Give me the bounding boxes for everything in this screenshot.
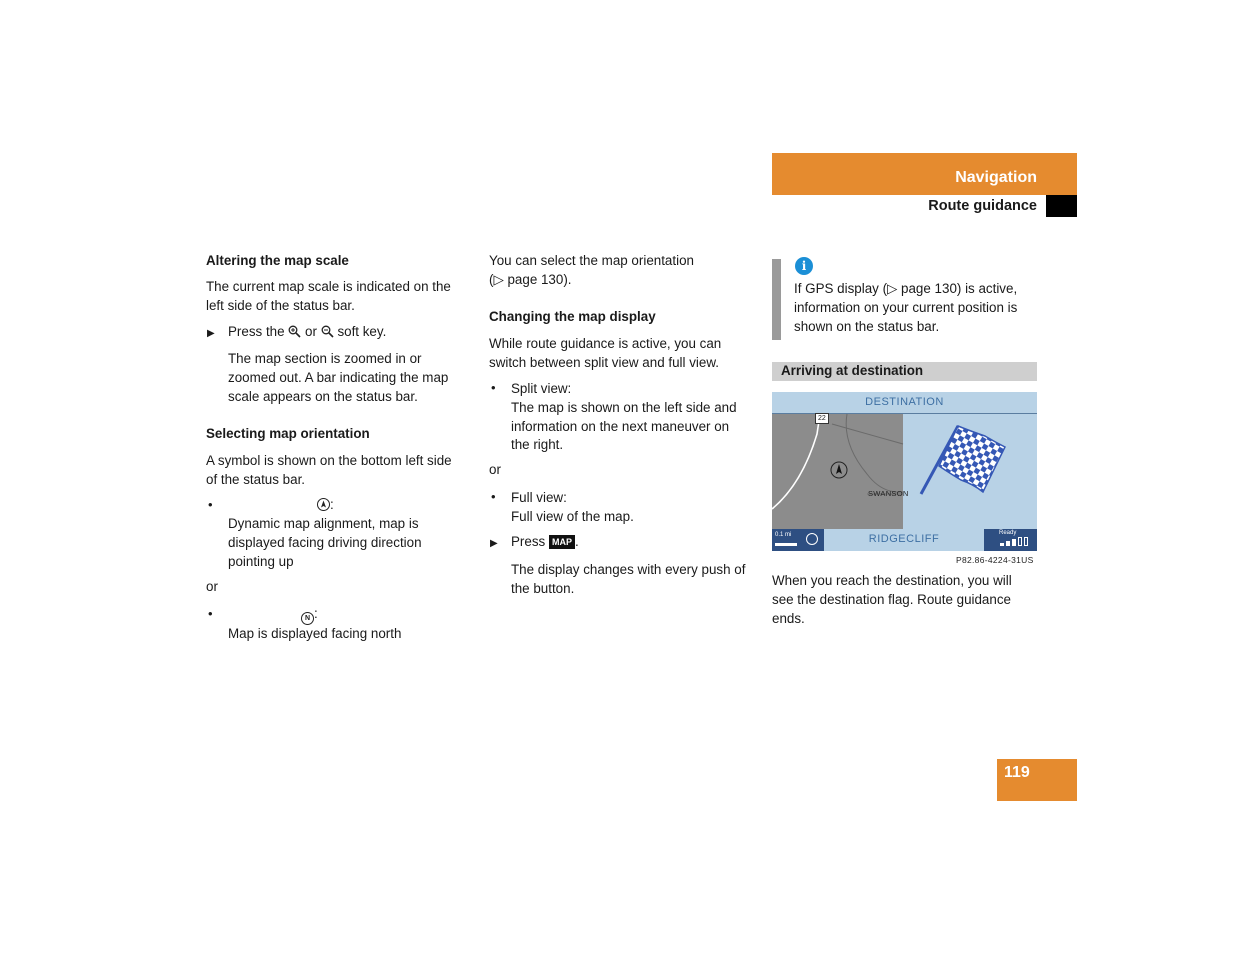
bullet-north-up: Map is displayed facing north: [228, 626, 402, 641]
flag-area: [903, 414, 1037, 529]
section-header-bar: [772, 153, 1077, 195]
gps-signal-icon: [1000, 543, 1004, 546]
step-arrow: ▶: [490, 538, 498, 549]
bullet-full-view: Full view: Full view of the map.: [511, 490, 634, 524]
section-title: Navigation: [955, 169, 1037, 186]
subsection-title: Route guidance: [928, 198, 1037, 214]
header-marker: [1046, 195, 1077, 217]
page-number-box: [997, 759, 1077, 801]
info-side-bar: [772, 259, 781, 340]
or-text: or: [489, 462, 501, 477]
bullet-dynamic-alignment: Dynamic map alignment, map is displayed facing driving direction pointing up: [228, 516, 422, 569]
or-text: or: [206, 579, 218, 594]
checkered-flag-icon: [903, 414, 1037, 529]
bullet-dot: •: [208, 606, 213, 621]
figure-caption: P82.86-4224-31US: [956, 555, 1034, 565]
status-city-box: RIDGECLIFF: [824, 529, 984, 551]
step-arrow: ▶: [207, 328, 215, 339]
orientation-compass-icon: [806, 533, 818, 545]
north-up-compass-icon: N: [301, 612, 314, 625]
heading-map-scale: Altering the map scale: [206, 253, 349, 268]
paragraph-display-changes: The display changes with every push of the button.: [511, 562, 746, 596]
map-area: [772, 414, 909, 529]
step-press-map: Press MAP .: [511, 534, 579, 549]
bullet-dot: •: [491, 380, 496, 395]
info-note-text: If GPS display (▷ page 130) is active, information on your current position is shown on the status bar.: [794, 281, 1018, 334]
road-number: 22: [815, 413, 829, 424]
heading-up-symbol: :: [317, 497, 334, 512]
bullet-split-view: Split view: The map is shown on the left side and information on the next maneuver on the right.: [511, 381, 737, 453]
scale-bar: [775, 543, 797, 546]
paragraph-orientation: A symbol is shown on the bottom left side of the status bar.: [206, 453, 452, 487]
screen-title-bar: [772, 392, 1037, 414]
street-label: SWANSON: [868, 489, 909, 498]
bullet-dot: •: [491, 489, 496, 504]
destination-screen: [772, 392, 1037, 551]
paragraph-select-orientation: You can select the map orientation (▷ page 130).: [489, 253, 694, 287]
screen-title: DESTINATION: [865, 396, 944, 408]
bullet-dot: •: [208, 497, 213, 512]
section-bar-arriving: Arriving at destination: [772, 362, 1037, 381]
paragraph-zoom: The map section is zoomed in or zoomed out. A bar indicating the map scale appears on the status bar.: [228, 351, 449, 404]
info-icon: i: [795, 257, 813, 275]
heading-change-display: Changing the map display: [489, 309, 656, 324]
zoom-out-icon: [321, 325, 334, 338]
status-scale-box: 0.1 mi: [772, 529, 824, 551]
map-key-icon: MAP: [549, 535, 575, 549]
paragraph-change-display: While route guidance is active, you can switch between split view and full view.: [489, 336, 722, 370]
status-gps-box: Ready: [984, 529, 1037, 551]
paragraph-map-scale: The current map scale is indicated on the left side of the status bar.: [206, 279, 451, 313]
zoom-in-icon: [288, 325, 301, 338]
step-press-softkey: Press the or soft key.: [228, 324, 387, 339]
page-number: 119: [1004, 764, 1030, 781]
paragraph-arriving: When you reach the destination, you will see the destination flag. Route guidance ends.: [772, 573, 1012, 626]
north-up-symbol: N :: [301, 606, 318, 625]
heading-orientation: Selecting map orientation: [206, 426, 370, 441]
heading-up-compass-icon: [317, 498, 330, 511]
